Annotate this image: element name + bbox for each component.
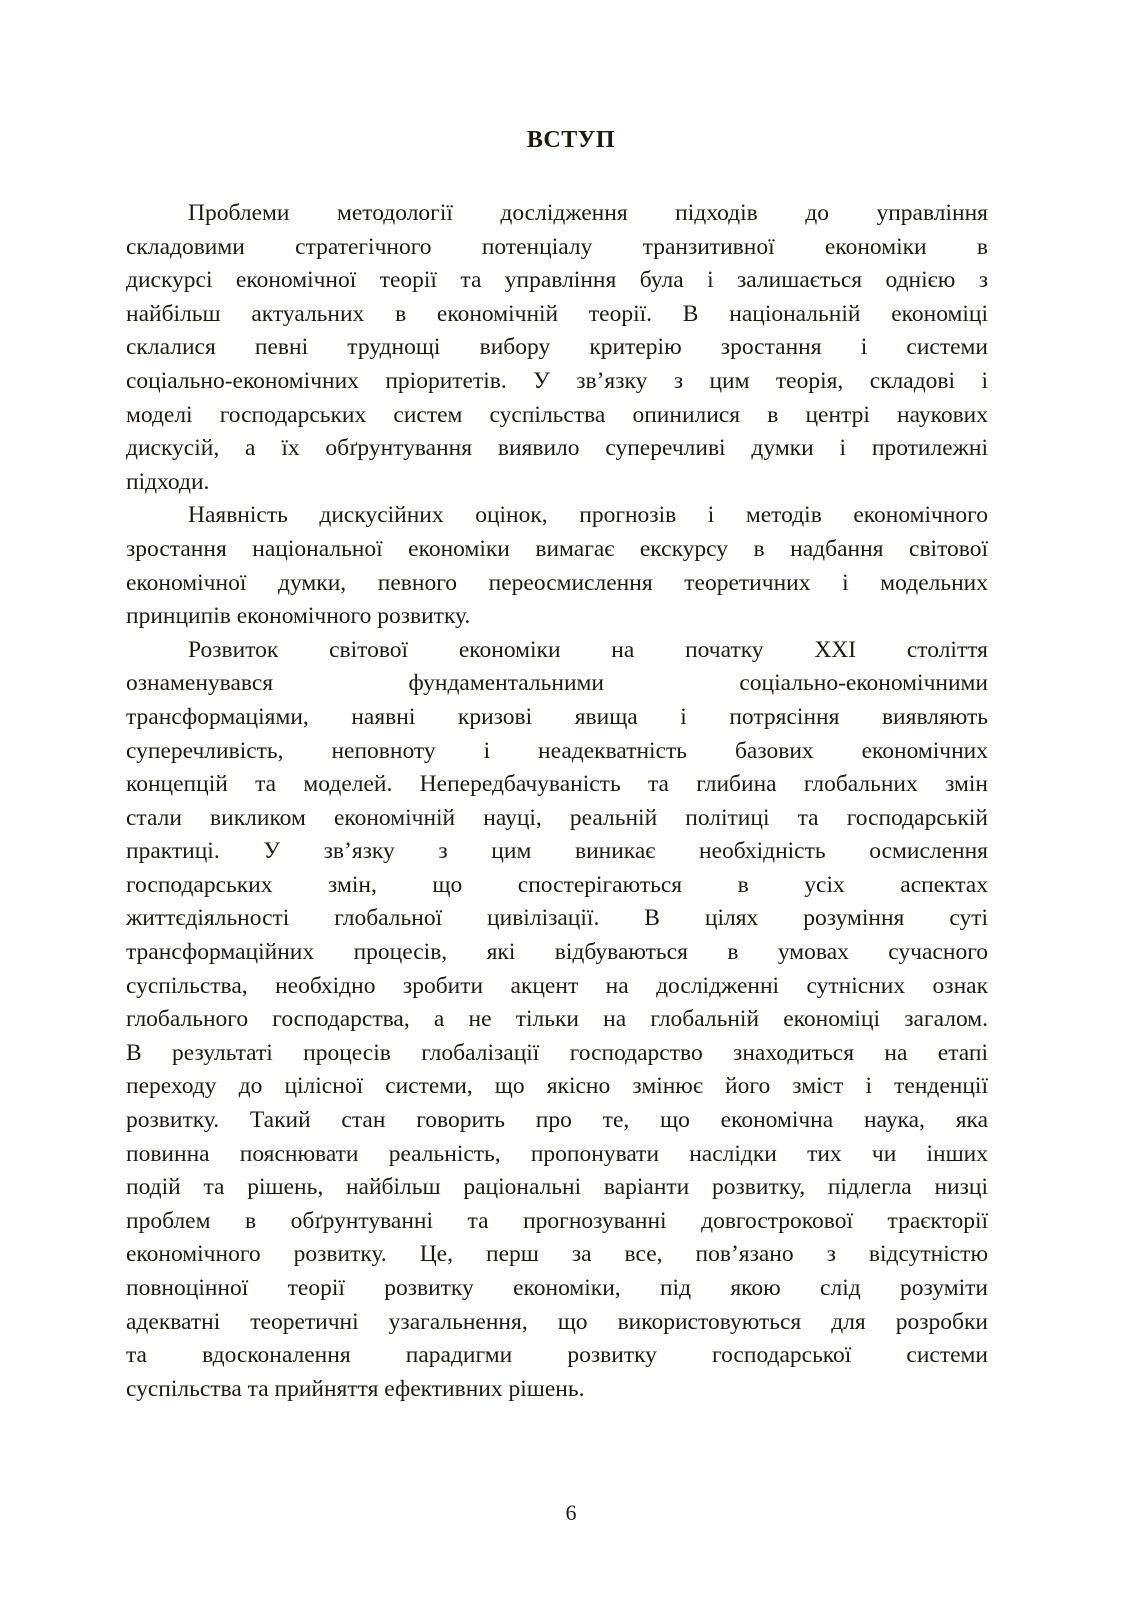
text-line: дискусій, а їх обґрунтування виявило суперечливі думки і протилежні bbox=[126, 435, 988, 462]
text-line: зростання національної економіки вимагає екскурсу в надбання світової bbox=[126, 535, 988, 562]
text-line: моделі господарських систем суспільства опинилися в центрі наукових bbox=[126, 401, 988, 428]
text-line: та вдосконалення парадигми розвитку господарської системи bbox=[126, 1342, 988, 1369]
text-line: розвитку. Такий стан говорить про те, що економічна наука, яка bbox=[126, 1107, 988, 1134]
paragraph-3 bbox=[126, 634, 988, 1407]
paragraph-1 bbox=[126, 197, 988, 499]
text-line: трансформаційних процесів, які відбуваються в умовах сучасного bbox=[126, 939, 988, 966]
text-line: подій та рішень, найбільш раціональні варіанти розвитку, підлегла низці bbox=[126, 1174, 988, 1201]
text-line: складовими стратегічного потенціалу транзитивної економіки в bbox=[126, 233, 988, 260]
text-line: повноцінної теорії розвитку економіки, під якою слід розуміти bbox=[126, 1275, 988, 1301]
text-line: Проблеми методології дослідження підходів до управління bbox=[188, 200, 988, 226]
paragraph-2 bbox=[126, 499, 988, 633]
text-line: дискурсі економічної теорії та управління була і залишається однією з bbox=[126, 267, 988, 294]
text-line: глобального господарства, а не тільки на глобальній економіці загалом. bbox=[126, 1006, 988, 1033]
text-line: найбільш актуальних в економічній теорії. В національній економіці bbox=[126, 300, 988, 327]
text-line: суспільства та прийняття ефективних рішень. bbox=[126, 1375, 585, 1402]
text-line: соціально-економічних пріоритетів. У зв’язку з цим теорія, складові і bbox=[126, 367, 988, 394]
text-line: трансформаціями, наявні кризові явища і потрясіння виявляють bbox=[126, 703, 988, 730]
text-line: склалися певні труднощі вибору критерію зростання і системи bbox=[126, 334, 988, 361]
section-title: ВСТУП bbox=[526, 127, 616, 153]
text-line: концепцій та моделей. Непередбачуваність та глибина глобальних змін bbox=[126, 771, 988, 798]
text-line: господарських змін, що спостерігаються в усіх аспектах bbox=[126, 871, 988, 898]
document-body bbox=[126, 197, 988, 1406]
text-line: економічного розвитку. Це, перш за все, пов’язано з відсутністю bbox=[126, 1241, 988, 1268]
text-line: В результаті процесів глобалізації господарство знаходиться на етапі bbox=[126, 1039, 988, 1066]
text-line: підходи. bbox=[126, 468, 210, 495]
text-line: суспільства, необхідно зробити акцент на дослідженні сутнісних ознак bbox=[126, 972, 988, 999]
text-line: ознаменувався фундаментальними соціально-економічними bbox=[126, 670, 988, 697]
text-line: Розвиток світової економіки на початку XXI століття bbox=[188, 636, 988, 663]
text-line: практиці. У зв’язку з цим виникає необхідність осмислення bbox=[126, 838, 988, 865]
text-line: життєдіяльності глобальної цивілізації. В цілях розуміння суті bbox=[126, 905, 988, 932]
text-line: суперечливість, неповноту і неадекватність базових економічних bbox=[126, 737, 988, 764]
page-number: 6 bbox=[565, 1500, 577, 1525]
text-line: принципів економічного розвитку. bbox=[126, 603, 471, 630]
text-line: економічної думки, певного переосмислення теоретичних і модельних bbox=[126, 569, 988, 596]
text-line: повинна пояснювати реальність, пропонувати наслідки тих чи інших bbox=[126, 1140, 988, 1167]
text-line: переходу до цілісної системи, що якісно змінює його зміст і тенденції bbox=[126, 1073, 988, 1100]
text-line: адекватні теоретичні узагальнення, що використовуються для розробки bbox=[126, 1308, 988, 1335]
text-line: стали викликом економічній науці, реальній політиці та господарській bbox=[126, 804, 988, 831]
text-line: Наявність дискусійних оцінок, прогнозів і методів економічного bbox=[188, 502, 988, 529]
text-line: проблем в обґрунтуванні та прогнозуванні довгострокової траєкторії bbox=[126, 1207, 988, 1234]
